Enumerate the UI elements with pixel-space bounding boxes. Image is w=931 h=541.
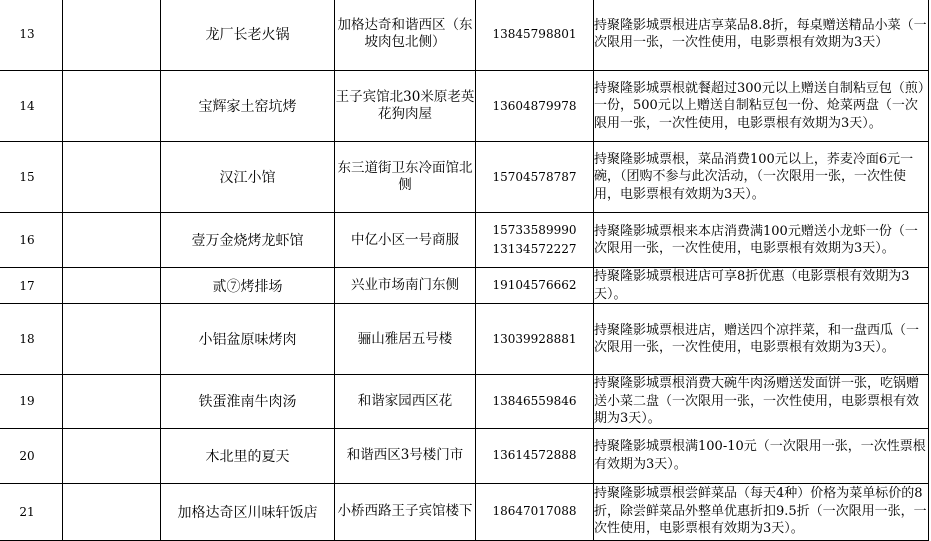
phone-number: 19104576662 xyxy=(492,278,577,292)
empty-cell xyxy=(63,71,161,142)
merchant-name: 汉江小馆 xyxy=(161,142,335,213)
table-row xyxy=(0,375,929,429)
table-row xyxy=(0,142,929,213)
merchant-address xyxy=(335,0,476,71)
merchant-phone xyxy=(476,268,594,304)
merchant-name: 贰⑦烤排场 xyxy=(161,268,335,304)
phone-number: 13845798801 xyxy=(492,26,577,41)
merchant-phone xyxy=(476,213,594,268)
merchant-name: 加格达奇区川味轩饭店 xyxy=(161,483,335,540)
merchant-address xyxy=(335,375,476,429)
address-text: 小桥西路王子宾馆楼下 xyxy=(337,503,473,519)
merchant-address xyxy=(335,428,476,483)
merchant-address xyxy=(335,71,476,142)
merchant-name: 铁蛋淮南牛肉汤 xyxy=(161,375,335,429)
merchant-name: 木北里的夏天 xyxy=(161,428,335,483)
merchant-phone xyxy=(476,142,594,213)
row-number: 17 xyxy=(0,268,63,304)
phone-number: 13134572227 xyxy=(492,242,577,256)
phone-number: 13604879978 xyxy=(492,98,577,113)
merchant-name: 壹万金烧烤龙虾馆 xyxy=(161,213,335,268)
phone-number: 15704578787 xyxy=(492,169,577,184)
promotion-text: 持聚隆影城票根进店，赠送四个凉拌菜，和一盘西瓜（一次限用一张，一次性使用，电影票根有效期为3天）。 xyxy=(594,322,920,355)
promotion-description xyxy=(594,0,929,71)
merchant-address xyxy=(335,213,476,268)
promotion-description xyxy=(594,428,929,483)
promotion-description xyxy=(594,213,929,268)
promotion-description xyxy=(594,375,929,429)
table-row xyxy=(0,71,929,142)
table-row xyxy=(0,483,929,540)
row-number: 18 xyxy=(0,304,63,375)
promotion-description xyxy=(594,304,929,375)
merchant-address xyxy=(335,483,476,540)
phone-number: 13846559846 xyxy=(492,393,577,408)
table-row xyxy=(0,428,929,483)
phone-number: 13039928881 xyxy=(492,331,577,346)
promotion-description xyxy=(594,142,929,213)
address-text: 加格达奇和谐西区（东坡肉包北侧） xyxy=(337,17,473,50)
merchant-address xyxy=(335,304,476,375)
row-number: 15 xyxy=(0,142,63,213)
row-number: 19 xyxy=(0,375,63,429)
merchant-phone xyxy=(476,483,594,540)
table-row xyxy=(0,304,929,375)
row-number: 16 xyxy=(0,213,63,268)
address-text: 和谐西区3号楼门市 xyxy=(346,447,464,463)
empty-cell xyxy=(63,375,161,429)
row-number: 20 xyxy=(0,428,63,483)
phone-number: 13614572888 xyxy=(492,448,577,462)
table-row xyxy=(0,268,929,304)
address-text: 骊山雅居五号楼 xyxy=(357,330,453,347)
empty-cell xyxy=(63,268,161,304)
row-number: 21 xyxy=(0,483,63,540)
merchant-name: 宝辉家土窑坑烤 xyxy=(161,71,335,142)
promotion-text: 持聚隆影城票根进店可享8折优惠（电影票根有效期为3天）。 xyxy=(594,269,910,302)
merchant-phone xyxy=(476,0,594,71)
promotion-text: 持聚隆影城票根进店享菜品8.8折，每桌赠送精品小菜（一次限用一张，一次性使用，电影票根有效期为3天） xyxy=(594,17,927,50)
row-number: 13 xyxy=(0,0,63,71)
empty-cell xyxy=(63,428,161,483)
promotion-description xyxy=(594,483,929,540)
merchant-address xyxy=(335,268,476,304)
promotion-description xyxy=(594,268,929,304)
merchant-address xyxy=(335,142,476,213)
address-text: 兴业市场南门东侧 xyxy=(351,277,459,293)
promotion-text: 持聚隆影城票根满100-10元（一次限用一张，一次性票根有效期为3天）。 xyxy=(594,439,926,472)
merchant-phone xyxy=(476,71,594,142)
promotion-text: 持聚隆影城票根尝鲜菜品（每天4种）价格为菜单标价的8折，除尝鲜菜品外整单优惠折扣9.5折（一次限用一张，一次性使用，电影票根有效期为3天）。 xyxy=(594,486,927,537)
merchant-phone xyxy=(476,375,594,429)
empty-cell xyxy=(63,213,161,268)
promotion-text: 持聚隆影城票根就餐超过300元以上赠送自制粘豆包（煎）一份，500元以上赠送自制粘豆包一份、炝菜两盘（一次限用一张，一次性使用，电影票根有效期为3天）。 xyxy=(594,80,925,131)
merchant-name: 小铝盆原味烤肉 xyxy=(161,304,335,375)
empty-cell xyxy=(63,142,161,213)
promotion-text: 持聚隆影城票根，菜品消费100元以上，荞麦冷面6元一碗，（团购不参与此次活动，（一次限用一张，一次性使用，电影票根有效期为3天）。 xyxy=(594,151,914,202)
merchant-phone xyxy=(476,304,594,375)
phone-number: 18647017088 xyxy=(492,504,577,518)
address-text: 王子宾馆北30米原老英花狗肉屋 xyxy=(335,89,475,122)
address-text: 和谐家园西区花 xyxy=(357,392,453,409)
address-text: 东三道街卫东冷面馆北侧 xyxy=(337,160,473,193)
empty-cell xyxy=(63,483,161,540)
empty-cell xyxy=(63,304,161,375)
merchant-name: 龙厂长老火锅 xyxy=(161,0,335,71)
phone-number: 15733589990 xyxy=(492,223,577,237)
merchant-phone xyxy=(476,428,594,483)
table-row xyxy=(0,0,929,71)
promotion-text: 持聚隆影城票根消费大碗牛肉汤赠送发面饼一张，吃锅赠送小菜二盘（一次限用一张，一次性使用，电影票根有效期为3天）。 xyxy=(594,376,920,426)
row-number: 14 xyxy=(0,71,63,142)
promotion-text: 持聚隆影城票根来本店消费满100元赠送小龙虾一份（一次限用一张，一次性使用，电影票根有效期为3天）。 xyxy=(594,223,918,256)
table-row xyxy=(0,213,929,268)
address-text: 中亿小区一号商服 xyxy=(351,231,459,248)
empty-cell xyxy=(63,0,161,71)
promotion-description xyxy=(594,71,929,142)
